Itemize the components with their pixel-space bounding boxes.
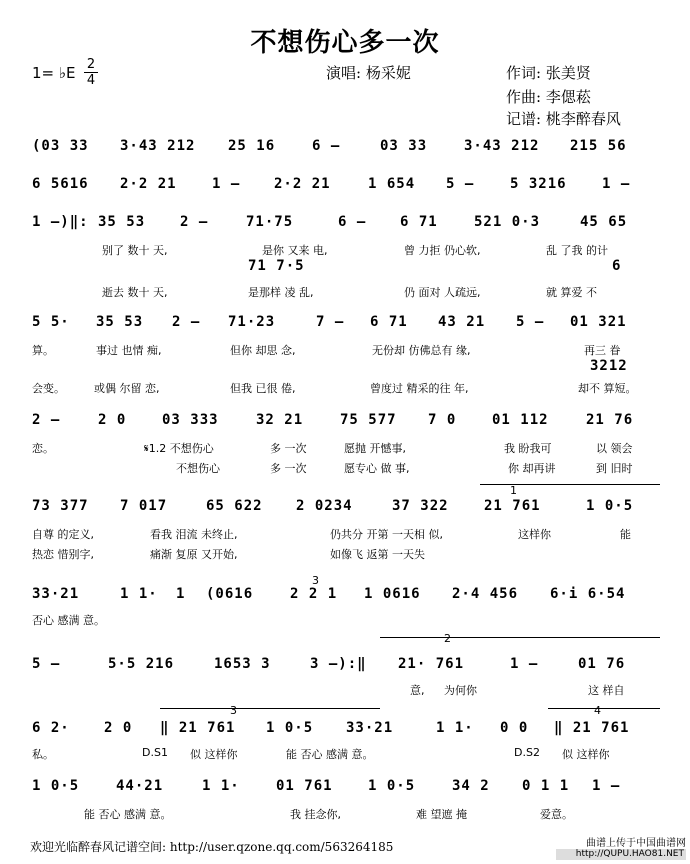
measure: 1 1· bbox=[120, 586, 158, 602]
notation-row-8 bbox=[0, 656, 690, 680]
lyric-row-6b bbox=[0, 546, 690, 564]
lyric: 似 这样你 bbox=[562, 748, 610, 761]
measure: 71·75 bbox=[246, 214, 294, 230]
singer-credit: 演唱: 杨采妮 bbox=[326, 64, 411, 82]
lyric: 能 否心 感满 意。 bbox=[84, 808, 172, 821]
lyric: 别了 数十 天, bbox=[102, 244, 168, 257]
measure: 71·23 bbox=[228, 314, 276, 330]
measure: 7 0 bbox=[428, 412, 457, 428]
measure: 5 – bbox=[32, 656, 61, 672]
measure: 2·2 21 bbox=[274, 176, 331, 192]
measure: 1 – bbox=[592, 778, 621, 794]
measure: 01 112 bbox=[492, 412, 549, 428]
meter-bottom: 4 bbox=[86, 73, 96, 88]
notation-row-1 bbox=[0, 138, 690, 162]
measure: 1 bbox=[176, 586, 186, 602]
measure: 2 – bbox=[172, 314, 201, 330]
measure: ‖ 21 761 bbox=[554, 720, 630, 736]
lyric: 是那样 凌 乱, bbox=[248, 286, 314, 299]
lyric: 事过 也情 痴, bbox=[96, 344, 162, 357]
lyric: 私。 bbox=[32, 748, 54, 761]
alt-measure: 3212 bbox=[590, 358, 628, 374]
lyric: 或偶 尔留 恋, bbox=[94, 382, 160, 395]
lyric-row-7 bbox=[0, 612, 690, 630]
lyricist-credit: 作词: 张美贤 bbox=[506, 64, 591, 82]
measure: (03 33 bbox=[32, 138, 89, 154]
lyric-row-4b bbox=[0, 380, 690, 398]
lyric: 自尊 的定义, bbox=[32, 528, 94, 541]
song-title: 不想伤心多一次 bbox=[250, 28, 440, 58]
lyric: 否心 感满 意。 bbox=[32, 614, 105, 627]
lyric: 你 却再讲 bbox=[508, 462, 556, 475]
lyric: D.S2 bbox=[514, 746, 540, 759]
lyric: 乱 了我 的计 bbox=[546, 244, 608, 257]
measure: 1 0616 bbox=[364, 586, 421, 602]
lyric: 曾度过 精采的往 年, bbox=[370, 382, 469, 395]
measure: 1 –)‖: 35 53 bbox=[32, 214, 146, 230]
measure: 21 76 bbox=[586, 412, 634, 428]
lyric: 会变。 bbox=[32, 382, 65, 395]
measure: 5 – bbox=[516, 314, 545, 330]
alt-measure: 71 7·5 bbox=[248, 258, 305, 274]
measure: 34 2 bbox=[452, 778, 490, 794]
lyric-row-3b bbox=[0, 284, 690, 302]
measure: 215 56 bbox=[570, 138, 627, 154]
lyric: 仍 面对 人疏远, bbox=[404, 286, 481, 299]
watermark-line-2: http://QUPU.HAO81.NET bbox=[556, 849, 686, 860]
measure: 2 0 bbox=[104, 720, 133, 736]
measure: 6 71 bbox=[370, 314, 408, 330]
lyric: 不想伤心 bbox=[176, 462, 220, 475]
time-signature bbox=[84, 58, 98, 87]
measure: 03 33 bbox=[380, 138, 428, 154]
volta-1-row bbox=[0, 484, 690, 502]
volta-2-number: 2 bbox=[444, 632, 451, 645]
measure: 32 21 bbox=[256, 412, 304, 428]
measure: 1 1· bbox=[202, 778, 240, 794]
measure: 65 622 bbox=[206, 498, 263, 514]
lyric: 恋。 bbox=[32, 442, 54, 455]
measure: 3·43 212 bbox=[464, 138, 540, 154]
watermark bbox=[556, 838, 686, 860]
measure: 25 16 bbox=[228, 138, 276, 154]
lyric: 如像飞 返第 一天失 bbox=[330, 548, 425, 561]
measure: 1 – bbox=[510, 656, 539, 672]
lyric: 我 挂念你, bbox=[290, 808, 341, 821]
lyric: 痛渐 复原 又开始, bbox=[150, 548, 238, 561]
measure: 3·43 212 bbox=[120, 138, 196, 154]
lyric: 多 一次 bbox=[270, 442, 307, 455]
measure: 7 017 bbox=[120, 498, 168, 514]
measure: 5 3216 bbox=[510, 176, 567, 192]
notation-row-10 bbox=[0, 778, 690, 802]
measure: 33·21 bbox=[346, 720, 394, 736]
lyric: 逝去 数十 天, bbox=[102, 286, 168, 299]
lyric: 爱意。 bbox=[540, 808, 573, 821]
measure: 43 21 bbox=[438, 314, 486, 330]
lyric: 是你 又来 电, bbox=[262, 244, 328, 257]
lyric: 难 望遮 掩 bbox=[416, 808, 467, 821]
lyric: 这样你 bbox=[518, 528, 551, 541]
lyric: D.S1 bbox=[142, 746, 168, 759]
measure: 37 322 bbox=[392, 498, 449, 514]
measure: 6 71 bbox=[400, 214, 438, 230]
lyric: 曾 力拒 仍心软, bbox=[404, 244, 481, 257]
lyric: 看我 泪流 未终止, bbox=[150, 528, 238, 541]
lyric: 多 一次 bbox=[270, 462, 307, 475]
measure: 73 377 bbox=[32, 498, 89, 514]
measure: 03 333 bbox=[162, 412, 219, 428]
measure: 521 0·3 bbox=[474, 214, 541, 230]
lyric: 却不 算短。 bbox=[578, 382, 637, 395]
measure: 35 53 bbox=[96, 314, 144, 330]
lyric: 为何你 bbox=[444, 684, 477, 697]
lyric: 再三 眷 bbox=[584, 344, 621, 357]
measure: 0 1 1 bbox=[522, 778, 570, 794]
measure: 2 – bbox=[180, 214, 209, 230]
notation-row-3 bbox=[0, 214, 690, 238]
lyric: 仍共分 开第 一天相 似, bbox=[330, 528, 443, 541]
measure: 1 0·5 bbox=[586, 498, 634, 514]
measure: 1 1· bbox=[436, 720, 474, 736]
measure: 5·5 216 bbox=[108, 656, 175, 672]
alt-notation-row-3 bbox=[0, 258, 690, 282]
measure: 1 0·5 bbox=[32, 778, 80, 794]
volta-2-row bbox=[0, 632, 690, 650]
measure: 1 – bbox=[602, 176, 631, 192]
notation-row-4 bbox=[0, 314, 690, 338]
volta-1-number: 1 bbox=[510, 484, 517, 497]
measure: (0616 bbox=[206, 586, 254, 602]
lyric: 这 样自 bbox=[588, 684, 625, 697]
measure: 6 5616 bbox=[32, 176, 89, 192]
lyric-row-6a bbox=[0, 526, 690, 544]
lyric: 愿抛 开憾事, bbox=[344, 442, 406, 455]
alt-measure: 6 bbox=[612, 258, 622, 274]
lyric-row-10 bbox=[0, 806, 690, 824]
lyric: 但我 已很 倦, bbox=[230, 382, 296, 395]
measure: 6·i 6·54 bbox=[550, 586, 626, 602]
measure: 01 76 bbox=[578, 656, 626, 672]
measure: 44·21 bbox=[116, 778, 164, 794]
lyric: 愿专心 做 事, bbox=[344, 462, 410, 475]
tuplet-number: 4 bbox=[594, 704, 601, 717]
measure: 7 – bbox=[316, 314, 345, 330]
measure: 2 – bbox=[32, 412, 61, 428]
lyric: 但你 却思 念, bbox=[230, 344, 296, 357]
measure: 2 2 1 bbox=[290, 586, 338, 602]
lyric: 无份却 仿佛总有 缘, bbox=[372, 344, 471, 357]
measure: 33·21 bbox=[32, 586, 80, 602]
measure: 5 5· bbox=[32, 314, 70, 330]
measure: 01 761 bbox=[276, 778, 333, 794]
tuplet-row-9 bbox=[0, 704, 690, 722]
tuplet-number: 3 bbox=[230, 704, 237, 717]
measure: 75 577 bbox=[340, 412, 397, 428]
measure: 3 –):‖ bbox=[310, 656, 367, 672]
notation-row-5 bbox=[0, 412, 690, 436]
measure: ‖ 21 761 bbox=[160, 720, 236, 736]
lyric-row-9 bbox=[0, 746, 690, 764]
footer-text: 欢迎光临醉春风记谱空间: http://user.qzone.qq.com/563264185 bbox=[30, 840, 394, 854]
meter-top: 2 bbox=[86, 57, 96, 72]
lyric: 意, bbox=[410, 684, 425, 697]
lyric-row-5b bbox=[0, 460, 690, 478]
measure: 2 0 bbox=[98, 412, 127, 428]
measure: 1 0·5 bbox=[266, 720, 314, 736]
measure: 6 2· bbox=[32, 720, 70, 736]
measure: 21 761 bbox=[484, 498, 541, 514]
measure: 45 65 bbox=[580, 214, 628, 230]
lyric: 到 旧时 bbox=[596, 462, 633, 475]
transcriber-credit: 记谱: 桃李醉春风 bbox=[506, 110, 621, 128]
notation-row-2 bbox=[0, 176, 690, 200]
measure: 2·4 456 bbox=[452, 586, 519, 602]
measure: 0 0 bbox=[500, 720, 529, 736]
measure: 2 0234 bbox=[296, 498, 353, 514]
alt-notation-row-4 bbox=[0, 358, 690, 382]
notation-row-9 bbox=[0, 720, 690, 744]
composer-credit: 作曲: 李偲菘 bbox=[506, 88, 591, 106]
lyric: 以 领会 bbox=[596, 442, 633, 455]
lyric: 热恋 惜别字, bbox=[32, 548, 94, 561]
lyric: 能 bbox=[620, 528, 631, 541]
lyric: 能 否心 感满 意。 bbox=[286, 748, 374, 761]
lyric: 𝄋1.2 不想伤心 bbox=[144, 442, 214, 455]
lyric: 就 算爱 不 bbox=[546, 286, 597, 299]
lyric-row-5a bbox=[0, 440, 690, 458]
measure: 21· 761 bbox=[398, 656, 465, 672]
key-signature: 1= ♭E bbox=[32, 64, 76, 82]
triplet-number: 3 bbox=[312, 574, 319, 587]
measure: 5 – bbox=[446, 176, 475, 192]
watermark-line-1: 曲谱上传于中国曲谱网 bbox=[586, 838, 686, 849]
lyric: 算。 bbox=[32, 344, 54, 357]
measure: 1 0·5 bbox=[368, 778, 416, 794]
measure: 1 654 bbox=[368, 176, 416, 192]
triplet-row-7 bbox=[0, 574, 690, 592]
lyric: 似 这样你 bbox=[190, 748, 238, 761]
measure: 6 – bbox=[312, 138, 341, 154]
lyric-row-8 bbox=[0, 682, 690, 700]
measure: 2·2 21 bbox=[120, 176, 177, 192]
measure: 1 – bbox=[212, 176, 241, 192]
measure: 01 321 bbox=[570, 314, 627, 330]
measure: 1653 3 bbox=[214, 656, 271, 672]
measure: 6 – bbox=[338, 214, 367, 230]
lyric: 我 盼我可 bbox=[504, 442, 552, 455]
